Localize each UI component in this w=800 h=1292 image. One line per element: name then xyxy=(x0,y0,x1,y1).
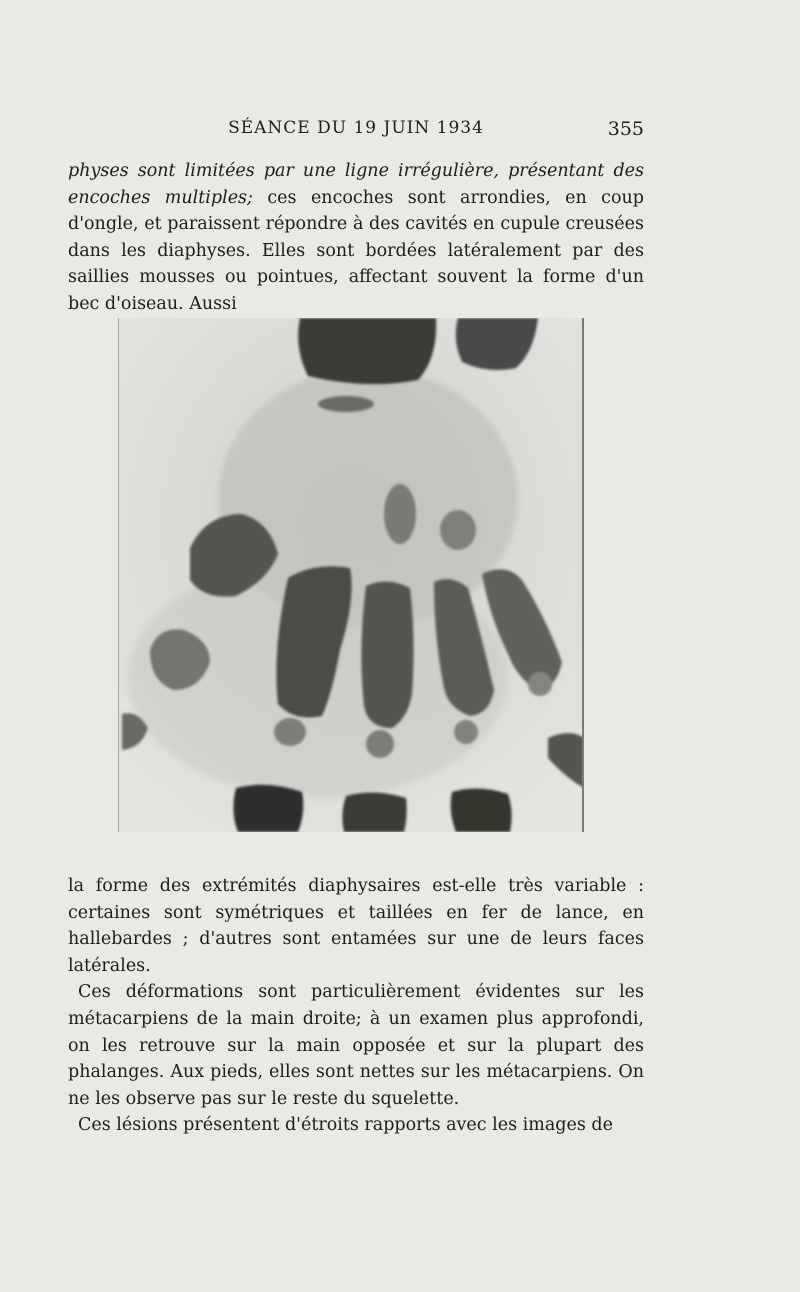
paragraph-2: Ces déformations sont particulièrement évidentes sur les métacarpiens de la main droite; à un examen plus approfondi, on les retrouve sur la main opposée et sur la plupart des phalanges. Aux pieds, elles sont nettes sur les métacarpiens. On ne les observe pas sur le reste du squelette. xyxy=(68,982,644,1109)
page-number: 355 xyxy=(607,118,644,140)
page-header xyxy=(68,118,644,148)
paragraph-3: Ces lésions présentent d'étroits rapports avec les images de xyxy=(78,1115,613,1136)
top-paragraph xyxy=(68,158,644,318)
paragraph-1: la forme des extrémités diaphysaires est-elle très variable : certaines sont symétriques et taillées en fer de lance, en hallebardes ; d'autres sont entamées sur une de leurs faces latérales. xyxy=(68,876,644,976)
hand-radiograph-image xyxy=(118,318,584,832)
italic-lead-text: physes sont limitées par une ligne irrégulière, présentant des encoches multiples; xyxy=(68,161,644,208)
radiograph-figure xyxy=(118,318,584,832)
running-head: SÉANCE DU 19 JUIN 1934 xyxy=(228,118,484,138)
bottom-text-block xyxy=(68,873,644,1139)
paragraph-continuation: ces encoches sont arrondies, en coup d'ongle, et paraissent répondre à des cavités en cupule creusées dans les diaphyses. Elles sont bordées latéralement par des saillies mousses ou pointues, affectant souvent la forme d'un bec d'oiseau. Aussi xyxy=(68,187,644,314)
